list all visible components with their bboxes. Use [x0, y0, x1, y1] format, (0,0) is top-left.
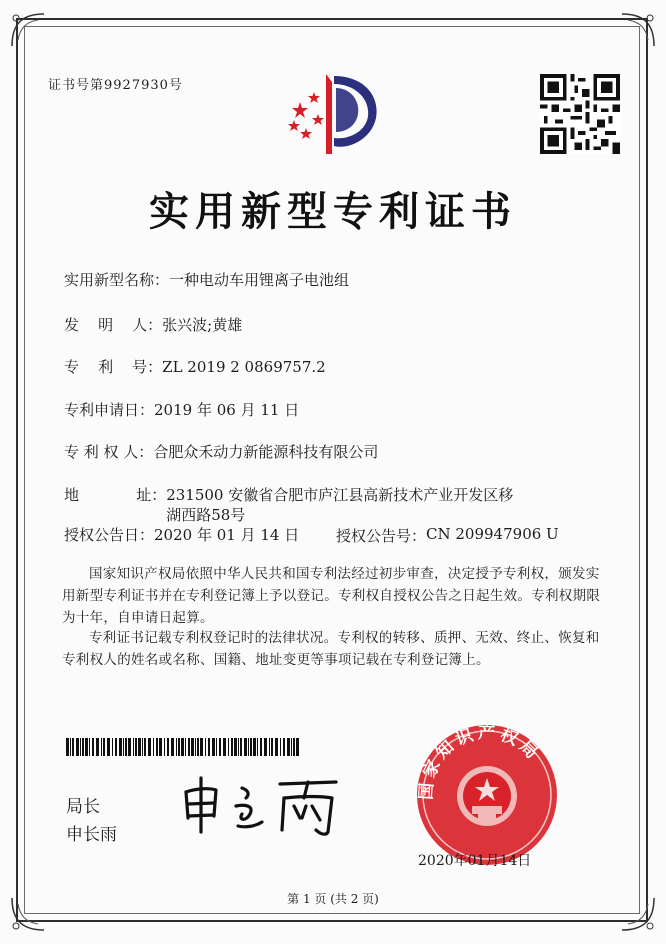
application-date: 2019 年 06 月 11 日 [154, 401, 300, 419]
director-name: 申长雨 [66, 825, 117, 845]
svg-text:国家知识产权局: 国家知识产权局 [416, 723, 545, 801]
field-label: 发 明 人： [64, 316, 163, 334]
corner-ornament-icon [8, 10, 48, 50]
qr-code-icon [540, 74, 620, 154]
grant-date: 2020 年 01 月 14 日 [154, 526, 300, 544]
field-label: 专利申请日： [64, 401, 155, 419]
address: 231500 安徽省合肥市庐江县高新技术产业开发区移湖西路58号 [166, 486, 514, 524]
certificate-paragraph: 专利证书记载专利权登记时的法律状况。专利权的转移、质押、无效、终止、恢复和专利权人的姓名或名称、国籍、地址变更等事项记载在专利登记簿上。 [62, 630, 600, 668]
grant-number-row [336, 525, 559, 546]
address-row [64, 485, 544, 525]
application-date-row [64, 400, 299, 420]
cnipa-logo-icon [284, 62, 384, 162]
patentee: 合肥众禾动力新能源科技有限公司 [153, 443, 379, 461]
inventor-row [64, 315, 242, 335]
seal-date: 2020年01月14日 [418, 853, 532, 869]
official-seal-icon [412, 720, 562, 870]
barcode-icon [66, 738, 300, 756]
field-label: 专 利 权 人： [64, 443, 154, 461]
patentee-row [64, 442, 378, 462]
corner-ornament-icon [618, 10, 658, 50]
patent-number-row [64, 357, 326, 377]
handwritten-signature [176, 770, 346, 840]
utility-model-name: 一种电动车用锂离子电池组 [169, 271, 350, 289]
certificate-title: 实用新型专利证书 [149, 188, 517, 235]
field-label: 地 址： [64, 486, 167, 504]
field-label: 实用新型名称： [64, 271, 170, 289]
inventor: 张兴波;黄雄 [162, 316, 243, 334]
director-title: 局长 [66, 797, 100, 817]
patent-number: ZL 2019 2 0869757.2 [162, 358, 326, 376]
utility-model-name-row [64, 270, 349, 290]
field-label: 授权公告号： [336, 527, 427, 545]
grant-date-row [64, 525, 299, 545]
field-label: 专 利 号： [64, 358, 163, 376]
certificate-number: 证书号第9927930号 [48, 78, 183, 93]
certificate-paragraph: 国家知识产权局依照中华人民共和国专利法经过初步审查，决定授予专利权，颁发实用新型专利证书并在专利登记簿上予以登记。专利权自授权公告之日起生效。专利权期限为十年，自申请日起算。 [62, 566, 601, 626]
field-label: 授权公告日： [64, 526, 155, 544]
grant-number: CN 209947906 U [426, 525, 559, 543]
page-number: 第 1 页 (共 2 页) [287, 892, 379, 906]
